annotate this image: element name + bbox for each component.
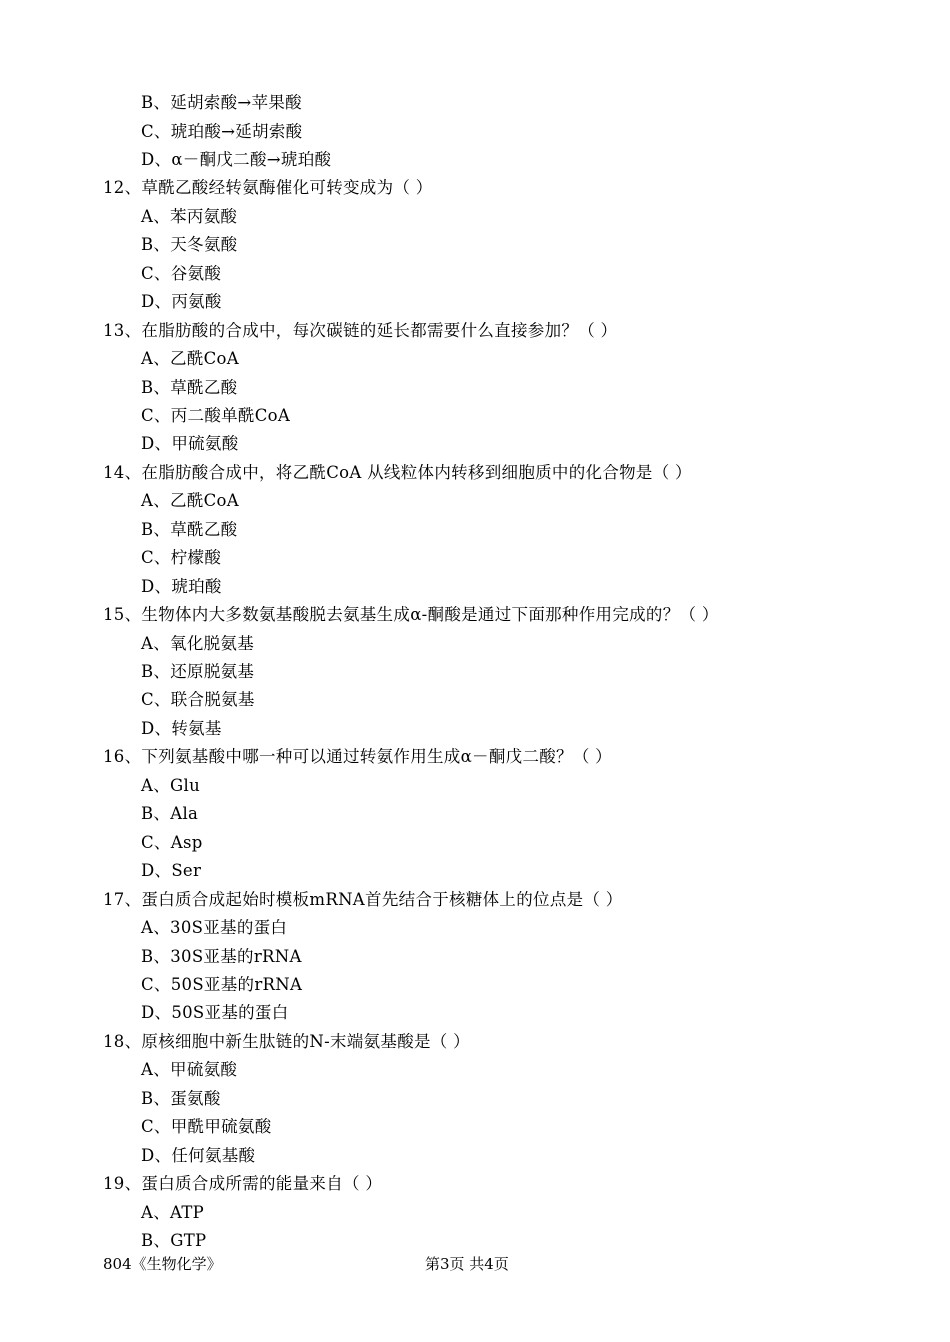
answer-option: C、联合脱氨基 — [141, 690, 255, 710]
question-stem: 13、在脂肪酸的合成中，每次碳链的延长都需要什么直接参加？（ ） — [103, 320, 618, 340]
question-stem: 18、原核细胞中新生肽链的N-末端氨基酸是（ ） — [103, 1031, 470, 1051]
answer-option: B、还原脱氨基 — [141, 662, 255, 681]
answer-option: A、Glu — [141, 775, 201, 795]
answer-option: D、α－酮戊二酸→琥珀酸 — [141, 149, 332, 169]
answer-option: B、蛋氨酸 — [141, 1088, 221, 1108]
answer-option: C、谷氨酸 — [141, 263, 222, 283]
question-stem: 14、在脂肪酸合成中，将乙酰CoA 从线粒体内转移到细胞质中的化合物是（ ） — [103, 462, 692, 482]
answer-option: B、30S亚基的rRNA — [141, 946, 302, 966]
answer-option: D、丙氨酸 — [141, 292, 222, 312]
answer-option: B、草酰乙酸 — [141, 377, 238, 397]
answer-option: D、Ser — [141, 861, 202, 881]
answer-option: A、乙酰CoA — [141, 491, 239, 511]
answer-option: A、甲硫氨酸 — [141, 1060, 238, 1080]
answer-option: A、ATP — [141, 1202, 205, 1222]
question-stem: 19、蛋白质合成所需的能量来自（ ） — [103, 1174, 383, 1194]
answer-option: C、柠檬酸 — [141, 548, 222, 568]
answer-option: A、乙酰CoA — [141, 349, 239, 369]
answer-option: D、转氨基 — [141, 718, 222, 738]
answer-option: D、琥珀酸 — [141, 576, 222, 596]
answer-option: C、丙二酸单酰CoA — [141, 405, 291, 425]
answer-option: B、Ala — [141, 804, 199, 824]
answer-option: B、天冬氨酸 — [141, 235, 238, 255]
question-stem: 15、生物体内大多数氨基酸脱去氨基生成α-酮酸是通过下面那种作用完成的？（ ） — [103, 605, 719, 625]
answer-option: C、琥珀酸→延胡索酸 — [141, 121, 303, 141]
question-stem: 17、蛋白质合成起始时模板mRNA首先结合于核糖体上的位点是（ ） — [103, 889, 623, 909]
answer-option: B、GTP — [141, 1231, 207, 1250]
question-stem: 16、下列氨基酸中哪一种可以通过转氨作用生成α－酮戊二酸？（ ） — [103, 747, 612, 767]
answer-option: B、延胡索酸→苹果酸 — [141, 93, 302, 112]
answer-option: C、甲酰甲硫氨酸 — [141, 1117, 272, 1137]
footer-course: 804《生物化学》 — [103, 1255, 222, 1273]
answer-option: C、50S亚基的rRNA — [141, 974, 303, 994]
answer-option: A、30S亚基的蛋白 — [141, 918, 288, 937]
answer-option: B、草酰乙酸 — [141, 519, 238, 539]
answer-option: A、氧化脱氨基 — [141, 633, 255, 653]
question-stem: 12、草酰乙酸经转氨酶催化可转变成为（ ） — [103, 178, 433, 198]
answer-option: D、50S亚基的蛋白 — [141, 1003, 289, 1023]
answer-option: D、任何氨基酸 — [141, 1145, 256, 1165]
answer-option: A、苯丙氨酸 — [141, 206, 238, 226]
answer-option: D、甲硫氨酸 — [141, 434, 239, 454]
answer-option: C、Asp — [141, 832, 203, 852]
footer-page-number: 第3页 共4页 — [425, 1255, 509, 1273]
